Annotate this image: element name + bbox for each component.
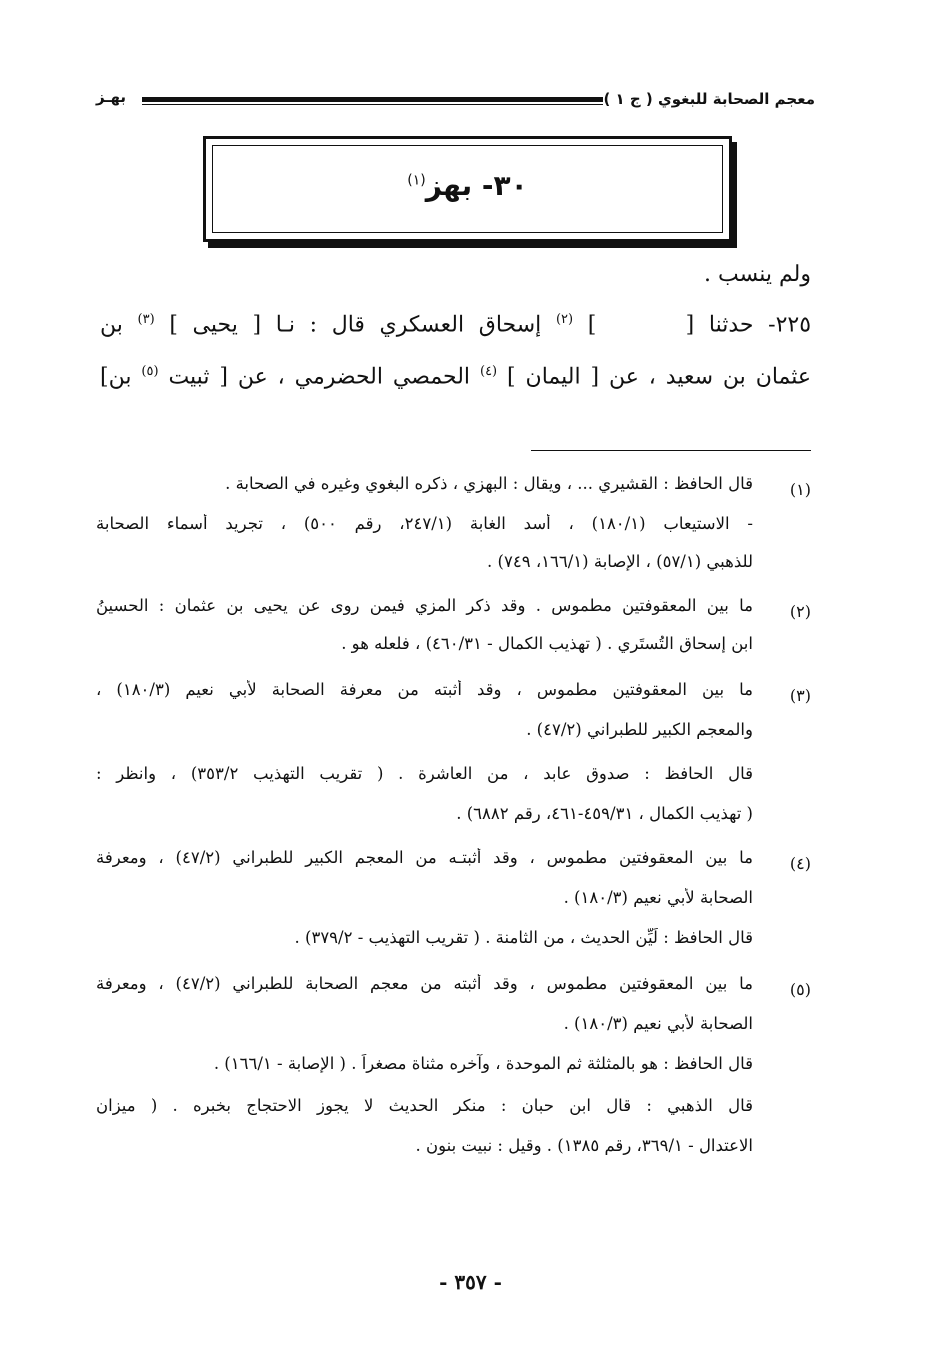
entry-title-note: (١) bbox=[407, 172, 426, 189]
footnote-line: ما بين المعقوفتين مطموس ، وقد أثبته من معجم الصحابة للطبراني (٤٧/٢) ، ومعرفة bbox=[96, 974, 753, 993]
footnote-line: ( تهذيب الكمال ، ٤٥٩/٣١-٤٦١، رقم ٦٨٨٢) . bbox=[456, 804, 753, 823]
running-head-title: معجم الصحابة للبغوي ( ج ١ ) bbox=[603, 90, 815, 108]
body-line-1: ولم ينسب . bbox=[704, 262, 811, 287]
footnote-line: ما بين المعقوفتين مطموس ، وقد أثبتـه من المعجم الكبير للطبراني (٤٧/٢) ، ومعرفة bbox=[96, 848, 753, 867]
entry-title bbox=[206, 169, 729, 202]
footnote-number: (٢) bbox=[789, 602, 811, 621]
body-line-3 bbox=[100, 364, 811, 389]
entry-title-text: ٣٠- بهز bbox=[425, 169, 528, 202]
header-rule-thin bbox=[142, 104, 603, 105]
footnote-line: الصحابة لأبي نعيم (١٨٠/٣) . bbox=[563, 888, 753, 907]
footnote-line: والمعجم الكبير للطبراني (٤٧/٢) . bbox=[526, 720, 753, 739]
footnote-line: قال الذهبي : قال ابن حبان : منكر الحديث لا يجوز الاحتجاج بخبره . ( ميزان bbox=[96, 1096, 753, 1115]
footnote-line: الصحابة لأبي نعيم (١٨٠/٣) . bbox=[563, 1014, 753, 1033]
footnote-line: للذهبي (٥٧/١) ، الإصابة (١٦٦/١، ٧٤٩) . bbox=[487, 552, 753, 571]
entry-title-box bbox=[203, 136, 732, 242]
running-head-word: بهـز bbox=[96, 88, 126, 106]
body-text: بن bbox=[100, 312, 123, 338]
footnote-line: قال الحافظ : لَيِّن الحديث ، من الثامنة . ( تقريب التهذيب - ٣٧٩/٢) . bbox=[294, 928, 753, 947]
footnote-ref: (٤) bbox=[479, 364, 498, 379]
footnote-line: ما بين المعقوفتين مطموس . وقد ذكر المزي فيمن روى عن يحيى بن عثمان : الحسينُ bbox=[96, 596, 753, 615]
footnote-line: قال الحافظ : القشيري ... ، ويقال : البهزي ، ذكره البغوي وغيره في الصحابة . bbox=[225, 474, 753, 493]
footnote-ref: (٢) bbox=[555, 312, 574, 327]
footnote-separator bbox=[531, 450, 811, 451]
footnote-ref: (٥) bbox=[141, 364, 159, 379]
footnote-line: - الاستيعاب (١٨٠/١) ، أسد الغابة (٢٤٧/١، رقم ٥٠٠) ، تجريد أسماء الصحابة bbox=[96, 514, 753, 533]
body-text: بن] bbox=[100, 364, 132, 390]
footnote-number: (٣) bbox=[789, 686, 811, 705]
footnote-number: (٥) bbox=[789, 980, 811, 999]
body-text: ] bbox=[587, 312, 597, 338]
body-text: ٢٢٥- حدثنا [ bbox=[685, 312, 812, 338]
footnote-line: قال الحافظ : صدوق عابد ، من العاشرة . ( تقريب التهذيب ٣٥٣/٢) ، وانظر : bbox=[96, 764, 753, 783]
body-text: عثمان بن سعيد ، عن [ اليمان ] bbox=[507, 364, 812, 390]
header-rule bbox=[142, 97, 603, 102]
body-text: الحمصي الحضرمي ، عن [ ثبيت bbox=[168, 364, 471, 390]
footnote-number: (١) bbox=[789, 480, 811, 499]
footnote-line: ما بين المعقوفتين مطموس ، وقد أثبته من معرفة الصحابة لأبي نعيم (١٨٠/٣) ، bbox=[96, 680, 753, 699]
page-number: - ٣٥٧ - bbox=[439, 1270, 502, 1294]
footnote-number: (٤) bbox=[789, 854, 811, 873]
running-head bbox=[96, 88, 815, 114]
footnote-line: الاعتدال - ٣٦٩/١، رقم ١٣٨٥) . وقيل : نبيت بنون . bbox=[415, 1136, 753, 1155]
body-line-2 bbox=[100, 312, 811, 337]
footnote-ref: (٣) bbox=[137, 312, 155, 327]
body-text: إسحاق العسكري قال : نـا [ يحيى ] bbox=[169, 312, 542, 338]
footnote-line: ابن إسحاق التُستَري . ( تهذيب الكمال - ٤٦٠/٣١) ، فلعله هو . bbox=[341, 634, 753, 653]
footnote-line: قال الحافظ : هو بالمثلثة ثم الموحدة ، وآخره مثناة مصغراً . ( الإصابة - ١٦٦/١) . bbox=[213, 1054, 753, 1073]
